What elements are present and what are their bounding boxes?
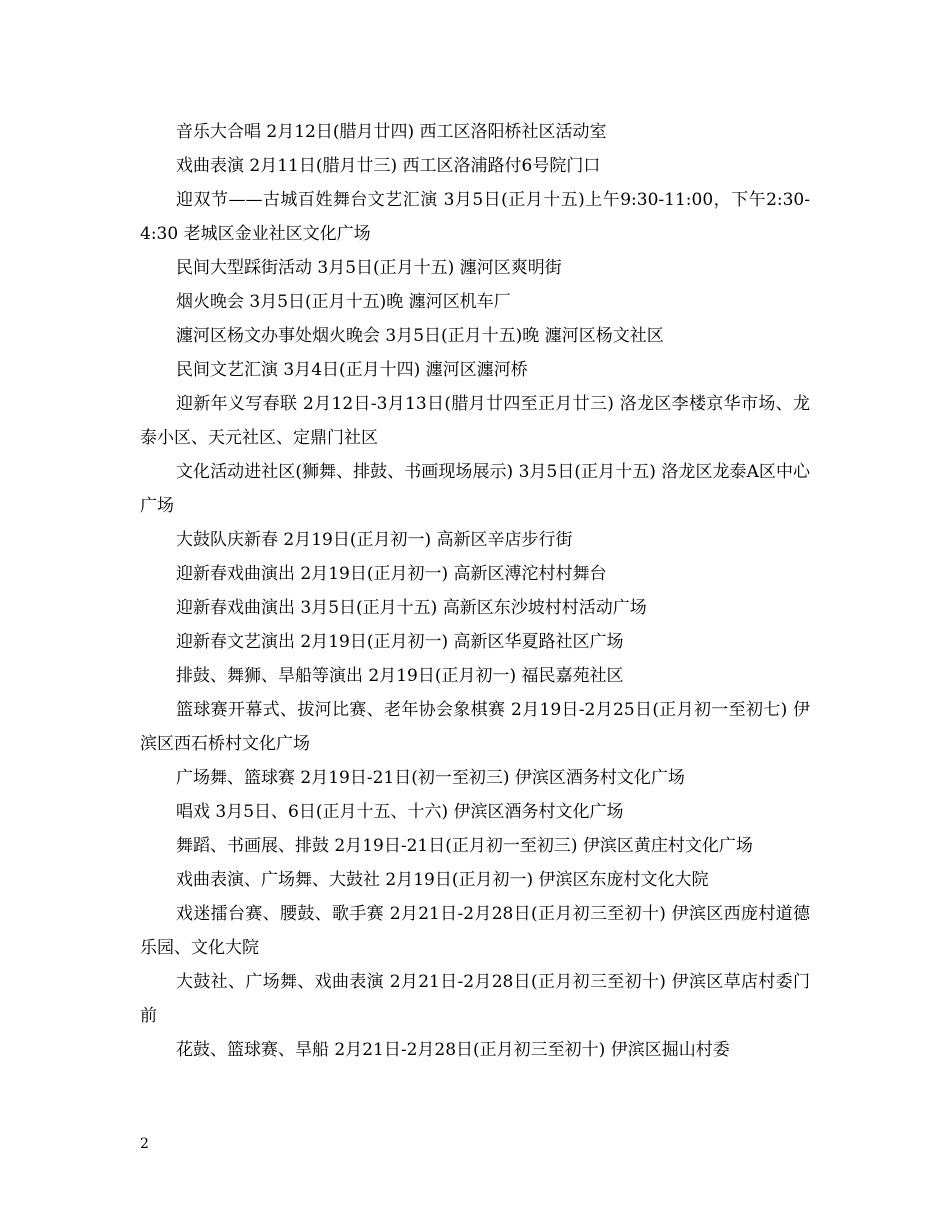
paragraph: 迎新春戏曲演出 2月19日(正月初一) 高新区溥沱村村舞台 <box>176 564 607 584</box>
paragraph: 迎新年义写春联 2月12日-3月13日(腊月廿四至正月廿三) 洛龙区李楼京华市场、龙泰小区、天元社区、定鼎门社区 <box>140 394 810 448</box>
paragraph: 大鼓队庆新春 2月19日(正月初一) 高新区辛店步行街 <box>176 530 573 550</box>
paragraph: 音乐大合唱 2月12日(腊月廿四) 西工区洛阳桥社区活动室 <box>176 122 607 142</box>
paragraph: 文化活动进社区(狮舞、排鼓、书画现场展示) 3月5日(正月十五) 洛龙区龙泰A区中心广场 <box>140 462 810 516</box>
paragraph: 戏曲表演、广场舞、大鼓社 2月19日(正月初一) 伊滨区东庞村文化大院 <box>176 870 709 890</box>
document-body <box>140 115 810 1067</box>
paragraph: 篮球赛开幕式、拔河比赛、老年协会象棋赛 2月19日-2月25日(正月初一至初七) 伊滨区西石桥村文化广场 <box>140 700 810 754</box>
paragraph: 迎双节——古城百姓舞台文艺汇演 3月5日(正月十五)上午9:30-11:00，下午2:30-4:30 老城区金业社区文化广场 <box>140 190 810 244</box>
paragraph: 花鼓、篮球赛、旱船 2月21日-2月28日(正月初三至初十) 伊滨区掘山村委 <box>176 1040 730 1060</box>
paragraph: 民间文艺汇演 3月4日(正月十四) 瀍河区瀍河桥 <box>176 360 528 380</box>
paragraph: 戏迷擂台赛、腰鼓、歌手赛 2月21日-2月28日(正月初三至初十) 伊滨区西庞村道德乐园、文化大院 <box>140 904 810 958</box>
paragraph: 迎新春文艺演出 2月19日(正月初一) 高新区华夏路社区广场 <box>176 632 624 652</box>
paragraph: 大鼓社、广场舞、戏曲表演 2月21日-2月28日(正月初三至初十) 伊滨区草店村委门前 <box>140 972 810 1026</box>
page-number: 2 <box>140 1136 149 1152</box>
paragraph: 戏曲表演 2月11日(腊月廿三) 西工区洛浦路付6号院门口 <box>176 156 601 176</box>
paragraph: 排鼓、舞狮、旱船等演出 2月19日(正月初一) 福民嘉苑社区 <box>176 666 624 686</box>
paragraph: 唱戏 3月5日、6日(正月十五、十六) 伊滨区酒务村文化广场 <box>176 802 624 822</box>
paragraph: 舞蹈、书画展、排鼓 2月19日-21日(正月初一至初三) 伊滨区黄庄村文化广场 <box>176 836 753 856</box>
paragraph: 瀍河区杨文办事处烟火晚会 3月5日(正月十五)晚 瀍河区杨文社区 <box>176 326 664 346</box>
paragraph: 广场舞、篮球赛 2月19日-21日(初一至初三) 伊滨区酒务村文化广场 <box>176 768 685 788</box>
paragraph: 烟火晚会 3月5日(正月十五)晚 瀍河区机车厂 <box>176 292 511 312</box>
paragraph: 民间大型踩街活动 3月5日(正月十五) 瀍河区爽明街 <box>176 258 562 278</box>
paragraph: 迎新春戏曲演出 3月5日(正月十五) 高新区东沙坡村村活动广场 <box>176 598 647 618</box>
